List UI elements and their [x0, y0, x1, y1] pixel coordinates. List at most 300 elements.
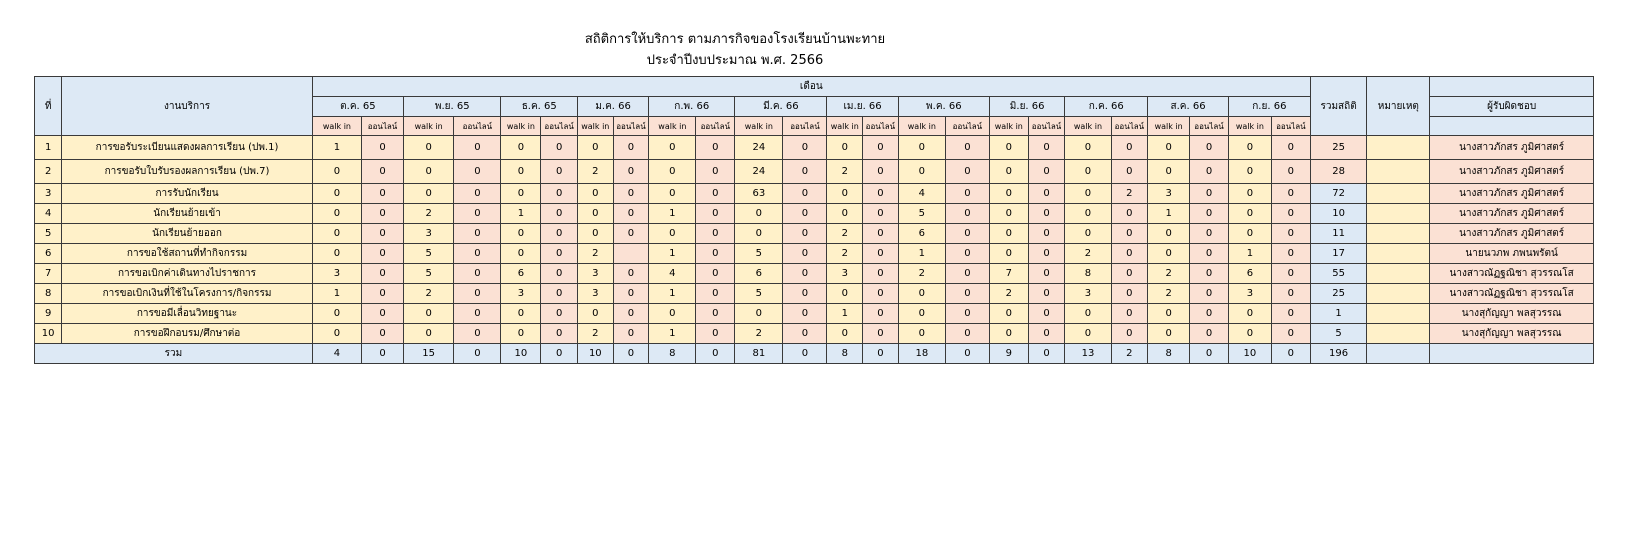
cell-walkin: 0	[989, 324, 1028, 344]
cell-online: 0	[362, 160, 404, 184]
cell-online: 0	[696, 224, 735, 244]
row-responsible: นางสาวณัฏฐณิชา สุวรรณโส	[1430, 264, 1594, 284]
cell-walkin: 6	[1228, 264, 1271, 284]
cell-online: 0	[863, 224, 899, 244]
cell-online: 0	[945, 244, 989, 264]
cell-online: 0	[863, 244, 899, 264]
header-month: ธ.ค. 65	[501, 97, 578, 117]
cell-walkin: 3	[312, 264, 361, 284]
cell-walkin: 6	[501, 264, 541, 284]
cell-walkin: 0	[989, 204, 1028, 224]
cell-online: 0	[696, 160, 735, 184]
header-online: ออนไลน์	[945, 117, 989, 136]
cell-online: 0	[1111, 224, 1148, 244]
header-online: ออนไลน์	[1028, 117, 1065, 136]
total-row	[35, 344, 1594, 364]
cell-online: 0	[1271, 160, 1310, 184]
cell-walkin: 0	[989, 224, 1028, 244]
cell-online: 0	[863, 184, 899, 204]
total-cell: 0	[1271, 344, 1310, 364]
cell-online: 0	[1271, 244, 1310, 264]
row-responsible: นางสาวภักสร ภูมิศาสตร์	[1430, 224, 1594, 244]
table-row	[35, 324, 1594, 344]
row-remark	[1367, 264, 1430, 284]
row-total: 28	[1310, 160, 1367, 184]
row-remark	[1367, 136, 1430, 160]
total-cell: 0	[945, 344, 989, 364]
cell-online: 0	[945, 136, 989, 160]
cell-walkin: 2	[403, 284, 453, 304]
cell-online: 0	[541, 324, 578, 344]
statistics-table	[34, 76, 1594, 364]
row-remark	[1367, 224, 1430, 244]
row-service: การขอฝึกอบรม/ศึกษาต่อ	[62, 324, 313, 344]
cell-walkin: 0	[1228, 304, 1271, 324]
cell-walkin: 0	[827, 184, 863, 204]
cell-walkin: 0	[403, 136, 453, 160]
cell-online: 0	[613, 184, 649, 204]
total-cell: 0	[783, 344, 827, 364]
header-online: ออนไลน์	[1271, 117, 1310, 136]
cell-walkin: 0	[1148, 304, 1190, 324]
cell-walkin: 0	[577, 224, 613, 244]
cell-online: 0	[613, 264, 649, 284]
header-walkin: walk in	[403, 117, 453, 136]
cell-online: 0	[863, 304, 899, 324]
header-month: ก.ค. 66	[1065, 97, 1148, 117]
cell-walkin: 0	[1065, 184, 1111, 204]
cell-walkin: 0	[312, 204, 361, 224]
table-row	[35, 224, 1594, 244]
cell-walkin: 4	[898, 184, 945, 204]
cell-walkin: 2	[827, 244, 863, 264]
cell-walkin: 0	[1148, 224, 1190, 244]
cell-online: 0	[1111, 244, 1148, 264]
cell-online: 0	[541, 204, 578, 224]
cell-walkin: 0	[312, 324, 361, 344]
cell-online: 0	[1190, 204, 1229, 224]
cell-online: 0	[362, 244, 404, 264]
cell-online: 2	[1111, 184, 1148, 204]
cell-walkin: 63	[735, 184, 783, 204]
total-cell: 8	[827, 344, 863, 364]
row-service: การขอเบิกค่าเดินทางไปราชการ	[62, 264, 313, 284]
cell-walkin: 0	[312, 304, 361, 324]
cell-walkin: 2	[989, 284, 1028, 304]
header-month: พ.ย. 65	[403, 97, 500, 117]
cell-walkin: 2	[577, 244, 613, 264]
row-responsible: นางสาวภักสร ภูมิศาสตร์	[1430, 184, 1594, 204]
cell-online: 0	[1111, 284, 1148, 304]
header-responsible: ผู้รับผิดชอบ	[1430, 97, 1594, 117]
total-cell: 0	[696, 344, 735, 364]
row-no: 9	[35, 304, 62, 324]
cell-online: 0	[613, 284, 649, 304]
row-no: 1	[35, 136, 62, 160]
cell-online: 0	[783, 244, 827, 264]
cell-online: 0	[1190, 284, 1229, 304]
cell-online: 0	[1271, 304, 1310, 324]
cell-walkin: 0	[312, 184, 361, 204]
row-service: การขอเบิกเงินที่ใช้ในโครงการ/กิจกรรม	[62, 284, 313, 304]
cell-walkin: 0	[577, 184, 613, 204]
cell-walkin: 5	[735, 284, 783, 304]
header-service: งานบริการ	[62, 77, 313, 136]
cell-walkin: 1	[898, 244, 945, 264]
row-remark	[1367, 284, 1430, 304]
cell-walkin: 0	[649, 160, 696, 184]
cell-online: 0	[541, 244, 578, 264]
cell-walkin: 1	[649, 244, 696, 264]
cell-online: 0	[1190, 264, 1229, 284]
cell-walkin: 5	[735, 244, 783, 264]
cell-online: 0	[362, 284, 404, 304]
cell-online: 0	[1028, 204, 1065, 224]
cell-online: 0	[1190, 184, 1229, 204]
cell-online: 0	[863, 204, 899, 224]
cell-walkin: 0	[827, 324, 863, 344]
cell-walkin: 0	[1065, 324, 1111, 344]
cell-online: 0	[362, 304, 404, 324]
total-cell: 4	[312, 344, 361, 364]
cell-walkin: 2	[403, 204, 453, 224]
row-no: 6	[35, 244, 62, 264]
cell-online: 0	[613, 160, 649, 184]
cell-online: 0	[696, 184, 735, 204]
cell-online: 0	[1190, 324, 1229, 344]
cell-walkin: 1	[827, 304, 863, 324]
cell-walkin: 0	[898, 304, 945, 324]
cell-online: 0	[783, 136, 827, 160]
cell-walkin: 0	[403, 304, 453, 324]
cell-online: 0	[362, 184, 404, 204]
cell-online: 0	[541, 264, 578, 284]
table-row	[35, 244, 1594, 264]
header-remark: หมายเหตุ	[1367, 77, 1430, 136]
header-month: ม.ค. 66	[577, 97, 648, 117]
cell-online: 0	[783, 160, 827, 184]
cell-walkin: 0	[1148, 136, 1190, 160]
cell-walkin: 0	[1065, 136, 1111, 160]
header-online: ออนไลน์	[541, 117, 578, 136]
row-no: 4	[35, 204, 62, 224]
cell-walkin: 0	[735, 304, 783, 324]
cell-walkin: 0	[898, 160, 945, 184]
cell-walkin: 0	[501, 324, 541, 344]
cell-online: 0	[541, 304, 578, 324]
cell-online: 0	[945, 304, 989, 324]
cell-online: 0	[454, 184, 501, 204]
row-no: 7	[35, 264, 62, 284]
row-service: การขอมีเลื่อนวิทยฐานะ	[62, 304, 313, 324]
total-cell: 0	[541, 344, 578, 364]
cell-walkin: 0	[312, 224, 361, 244]
cell-online: 0	[1271, 184, 1310, 204]
table-row	[35, 136, 1594, 160]
total-cell: 15	[403, 344, 453, 364]
total-cell: 0	[1190, 344, 1229, 364]
total-cell: 0	[1028, 344, 1065, 364]
row-service: การรับนักเรียน	[62, 184, 313, 204]
cell-online: 0	[945, 184, 989, 204]
cell-online: 0	[696, 324, 735, 344]
row-responsible: นายนวภพ ภพนพรัตน์	[1430, 244, 1594, 264]
cell-walkin: 0	[649, 304, 696, 324]
header-online: ออนไลน์	[613, 117, 649, 136]
row-total: 10	[1310, 204, 1367, 224]
cell-walkin: 3	[577, 284, 613, 304]
row-no: 10	[35, 324, 62, 344]
row-total: 17	[1310, 244, 1367, 264]
row-no: 8	[35, 284, 62, 304]
cell-online: 0	[541, 184, 578, 204]
cell-walkin: 0	[989, 136, 1028, 160]
cell-online: 0	[454, 224, 501, 244]
cell-walkin: 1	[1228, 244, 1271, 264]
cell-walkin: 3	[577, 264, 613, 284]
header-online: ออนไลน์	[1190, 117, 1229, 136]
cell-online: 0	[696, 136, 735, 160]
cell-walkin: 2	[577, 324, 613, 344]
total-responsible	[1430, 344, 1594, 364]
cell-online: 0	[783, 304, 827, 324]
cell-online: 0	[783, 284, 827, 304]
cell-online: 0	[454, 244, 501, 264]
cell-online: 0	[1028, 244, 1065, 264]
cell-online: 0	[362, 324, 404, 344]
cell-online: 0	[1111, 204, 1148, 224]
grand-total: 196	[1310, 344, 1367, 364]
cell-online: 0	[945, 160, 989, 184]
header-month: ต.ค. 65	[312, 97, 403, 117]
cell-online: 0	[1111, 264, 1148, 284]
row-service: การขอรับระเบียนแสดงผลการเรียน (ปพ.1)	[62, 136, 313, 160]
cell-online: 0	[541, 136, 578, 160]
cell-online: 0	[1028, 264, 1065, 284]
row-service: การขอใช้สถานที่ทำกิจกรรม	[62, 244, 313, 264]
row-responsible: นางสาวณัฏฐณิชา สุวรรณโส	[1430, 284, 1594, 304]
cell-walkin: 0	[649, 224, 696, 244]
cell-walkin: 24	[735, 136, 783, 160]
cell-online: 0	[1271, 204, 1310, 224]
total-cell: 9	[989, 344, 1028, 364]
cell-online: 0	[613, 324, 649, 344]
cell-walkin: 2	[827, 160, 863, 184]
cell-online: 0	[1028, 304, 1065, 324]
cell-walkin: 0	[898, 324, 945, 344]
header-month: มี.ค. 66	[735, 97, 827, 117]
cell-online: 0	[945, 224, 989, 244]
header-walkin: walk in	[1148, 117, 1190, 136]
header-walkin: walk in	[989, 117, 1028, 136]
header-walkin: walk in	[649, 117, 696, 136]
table-row	[35, 160, 1594, 184]
cell-walkin: 0	[1148, 244, 1190, 264]
header-walkin: walk in	[1228, 117, 1271, 136]
cell-online: 0	[454, 284, 501, 304]
row-remark	[1367, 244, 1430, 264]
header-month-group: เดือน	[312, 77, 1310, 97]
cell-online: 0	[1271, 224, 1310, 244]
cell-walkin: 24	[735, 160, 783, 184]
header-walkin: walk in	[577, 117, 613, 136]
row-no: 5	[35, 224, 62, 244]
cell-walkin: 0	[1228, 224, 1271, 244]
row-total: 25	[1310, 284, 1367, 304]
cell-walkin: 0	[989, 160, 1028, 184]
header-online: ออนไลน์	[1111, 117, 1148, 136]
cell-walkin: 0	[1065, 160, 1111, 184]
cell-walkin: 1	[1148, 204, 1190, 224]
cell-online: 0	[541, 284, 578, 304]
cell-online: 0	[1111, 324, 1148, 344]
cell-online: 0	[362, 224, 404, 244]
row-total: 25	[1310, 136, 1367, 160]
cell-walkin: 0	[1065, 224, 1111, 244]
row-remark	[1367, 160, 1430, 184]
total-cell: 18	[898, 344, 945, 364]
cell-online: 0	[454, 204, 501, 224]
row-service: นักเรียนย้ายเข้า	[62, 204, 313, 224]
total-cell: 10	[501, 344, 541, 364]
total-cell: 13	[1065, 344, 1111, 364]
cell-walkin: 0	[989, 244, 1028, 264]
cell-online: 0	[783, 224, 827, 244]
row-responsible: นางสาวภักสร ภูมิศาสตร์	[1430, 204, 1594, 224]
cell-online: 0	[613, 136, 649, 160]
cell-online: 0	[541, 160, 578, 184]
row-remark	[1367, 184, 1430, 204]
cell-online: 0	[541, 224, 578, 244]
total-cell: 81	[735, 344, 783, 364]
row-total: 11	[1310, 224, 1367, 244]
cell-walkin: 6	[735, 264, 783, 284]
total-cell: 2	[1111, 344, 1148, 364]
total-cell: 0	[613, 344, 649, 364]
header-responsible-sub-blank	[1430, 117, 1594, 136]
cell-online: 0	[454, 304, 501, 324]
cell-online: 0	[945, 264, 989, 284]
row-responsible: นางสาวภักสร ภูมิศาสตร์	[1430, 160, 1594, 184]
cell-walkin: 0	[1148, 160, 1190, 184]
header-walkin: walk in	[312, 117, 361, 136]
cell-walkin: 2	[827, 224, 863, 244]
cell-walkin: 4	[649, 264, 696, 284]
cell-walkin: 2	[1148, 264, 1190, 284]
cell-online: 0	[1190, 136, 1229, 160]
cell-online: 0	[945, 284, 989, 304]
row-remark	[1367, 324, 1430, 344]
cell-online: 0	[1190, 244, 1229, 264]
row-no: 3	[35, 184, 62, 204]
cell-walkin: 0	[898, 284, 945, 304]
cell-walkin: 5	[403, 264, 453, 284]
row-service: การขอรับใบรับรองผลการเรียน (ปพ.7)	[62, 160, 313, 184]
cell-online: 0	[454, 264, 501, 284]
cell-walkin: 2	[1065, 244, 1111, 264]
cell-walkin: 1	[649, 284, 696, 304]
cell-online: 0	[863, 324, 899, 344]
row-service: นักเรียนย้ายออก	[62, 224, 313, 244]
row-total: 1	[1310, 304, 1367, 324]
total-remark	[1367, 344, 1430, 364]
cell-walkin: 1	[501, 204, 541, 224]
row-total: 5	[1310, 324, 1367, 344]
cell-online: 0	[1028, 136, 1065, 160]
header-month: ส.ค. 66	[1148, 97, 1229, 117]
cell-online: 0	[1028, 224, 1065, 244]
row-total: 55	[1310, 264, 1367, 284]
cell-walkin: 1	[312, 136, 361, 160]
total-cell: 0	[362, 344, 404, 364]
header-responsible-blank	[1430, 77, 1594, 97]
row-remark	[1367, 204, 1430, 224]
cell-walkin: 0	[1228, 324, 1271, 344]
cell-walkin: 0	[827, 284, 863, 304]
header-walkin: walk in	[827, 117, 863, 136]
cell-walkin: 0	[577, 136, 613, 160]
cell-online: 0	[945, 204, 989, 224]
header-month: ก.ย. 66	[1228, 97, 1310, 117]
cell-walkin: 0	[1148, 324, 1190, 344]
header-month: ก.พ. 66	[649, 97, 735, 117]
cell-walkin: 0	[649, 184, 696, 204]
cell-walkin: 0	[989, 184, 1028, 204]
table-row	[35, 284, 1594, 304]
cell-online: 0	[362, 136, 404, 160]
cell-online: 0	[696, 264, 735, 284]
cell-walkin: 2	[735, 324, 783, 344]
table-row	[35, 184, 1594, 204]
cell-walkin: 8	[1065, 264, 1111, 284]
cell-online: 0	[696, 284, 735, 304]
cell-online: 0	[1190, 160, 1229, 184]
cell-walkin: 1	[649, 204, 696, 224]
cell-walkin: 0	[1228, 184, 1271, 204]
cell-online: 0	[1190, 224, 1229, 244]
cell-online: 0	[863, 160, 899, 184]
cell-walkin: 0	[501, 184, 541, 204]
cell-walkin: 0	[501, 224, 541, 244]
cell-walkin: 3	[403, 224, 453, 244]
cell-walkin: 0	[1065, 204, 1111, 224]
header-month: พ.ค. 66	[898, 97, 989, 117]
cell-walkin: 0	[577, 204, 613, 224]
total-cell: 8	[649, 344, 696, 364]
cell-online: 0	[696, 204, 735, 224]
cell-walkin: 0	[827, 204, 863, 224]
cell-walkin: 2	[577, 160, 613, 184]
cell-walkin: 0	[501, 160, 541, 184]
cell-walkin: 5	[403, 244, 453, 264]
total-cell: 10	[1228, 344, 1271, 364]
cell-walkin: 0	[501, 244, 541, 264]
row-no: 2	[35, 160, 62, 184]
cell-online: 0	[454, 160, 501, 184]
cell-online: 0	[863, 284, 899, 304]
cell-online: 0	[1271, 284, 1310, 304]
cell-walkin: 3	[1148, 184, 1190, 204]
cell-online: 0	[1111, 160, 1148, 184]
cell-walkin: 3	[827, 264, 863, 284]
cell-online: 0	[1028, 184, 1065, 204]
row-remark	[1367, 304, 1430, 324]
cell-walkin: 0	[1228, 160, 1271, 184]
header-walkin: walk in	[501, 117, 541, 136]
cell-online: 0	[613, 224, 649, 244]
cell-online: 0	[362, 204, 404, 224]
row-responsible: นางสาวภักสร ภูมิศาสตร์	[1430, 136, 1594, 160]
